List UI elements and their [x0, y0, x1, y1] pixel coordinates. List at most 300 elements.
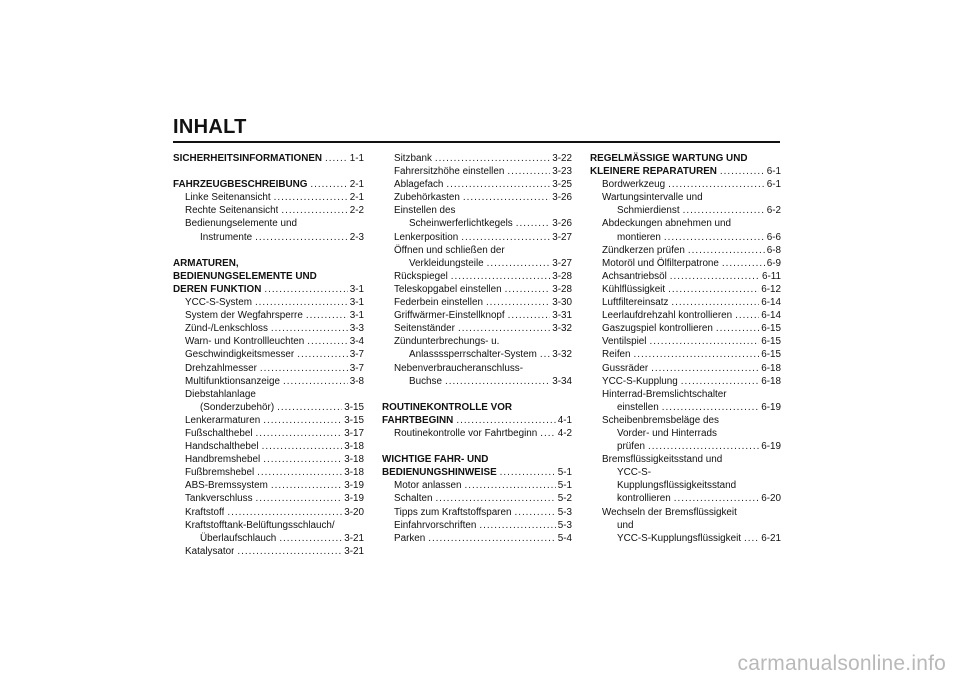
toc-entry-title: Fußbremshebel: [185, 467, 255, 479]
toc-page-number: 6-19: [761, 441, 781, 453]
dot-leader: [271, 322, 348, 335]
toc-entry-title: Geschwindigkeitsmesser: [185, 349, 295, 361]
dot-leader: [451, 270, 550, 283]
dot-leader: [668, 283, 759, 296]
toc-entry-title: ABS-Bremssystem: [185, 480, 268, 492]
toc-entry-title: einstellen: [617, 401, 659, 413]
dot-leader: [688, 244, 765, 257]
toc-page-number: 3-23: [552, 166, 572, 178]
toc-entry-title: Handbremshebel: [185, 454, 261, 466]
toc-entry-title: REGELMÄSSIGE WARTUNG UND: [590, 153, 748, 164]
toc-entry: [590, 362, 781, 375]
toc-entry: [382, 231, 572, 244]
toc-entry-title: Zünd-/Lenkschloss: [185, 323, 268, 335]
toc-page-number: 6-15: [761, 323, 781, 335]
toc-page-number: 3-1: [349, 310, 364, 322]
dot-leader: [456, 414, 555, 427]
toc-section-heading: [382, 414, 572, 427]
toc-entry: [590, 270, 781, 283]
dot-leader: [264, 283, 347, 296]
toc-page-number: 6-21: [761, 532, 781, 544]
toc-entry-title: Warn- und Kontrollleuchten: [185, 336, 305, 348]
toc-page-number: 3-26: [552, 192, 572, 204]
toc-page-number: 6-19: [761, 401, 781, 413]
toc-entry: [173, 335, 364, 348]
toc-entry: [173, 296, 364, 309]
toc-section-heading: [590, 152, 781, 165]
toc-entry: [590, 492, 781, 505]
dot-leader: [307, 335, 347, 348]
toc-entry-title: Wechseln der Bremsflüssigkeit: [602, 506, 737, 518]
toc-entry-title: SICHERHEITSINFORMATIONEN: [173, 153, 323, 164]
dot-leader: [428, 532, 555, 545]
toc-page-number: 3-18: [344, 467, 364, 479]
toc-page-number: 3-31: [552, 310, 572, 322]
toc-page-number: 3-28: [552, 270, 572, 282]
dot-leader: [681, 375, 759, 388]
dot-leader: [435, 492, 555, 505]
toc-entry: [173, 375, 364, 388]
toc-entry-title: Parken: [394, 532, 426, 544]
toc-entry-title: Leerlaufdrehzahl kontrollieren: [602, 310, 733, 322]
dot-leader: [479, 519, 555, 532]
dot-leader: [281, 204, 347, 217]
dot-leader: [271, 479, 342, 492]
dot-leader: [500, 466, 556, 479]
dot-leader: [283, 375, 348, 388]
toc-entry-title: Seitenständer: [394, 323, 455, 335]
toc-page-number: 4-1: [557, 414, 572, 426]
dot-leader: [487, 257, 551, 270]
toc-spacer: [382, 388, 572, 401]
toc-entry-title: YCC-S-: [617, 467, 652, 479]
dot-leader: [671, 296, 759, 309]
toc-spacer: [173, 244, 364, 257]
toc-page-number: 6-6: [766, 231, 781, 243]
toc-entry-title: Bordwerkzeug: [602, 179, 666, 191]
toc-entry: [173, 348, 364, 361]
toc-entry: [382, 165, 572, 178]
toc-entry: [173, 532, 364, 545]
toc-entry-title: BEDIENUNGSELEMENTE UND: [173, 270, 317, 282]
toc-entry-title: Linke Seitenansicht: [185, 192, 271, 204]
dot-leader: [508, 309, 551, 322]
toc-page-number: 3-25: [552, 179, 572, 191]
toc-entry: [382, 492, 572, 505]
toc-entry: [590, 479, 781, 492]
toc-entry-title: Gussräder: [602, 362, 649, 374]
toc-column-3: [590, 152, 781, 545]
toc-entry: [382, 270, 572, 283]
toc-page-number: 3-22: [552, 153, 572, 164]
toc-entry-title: Diebstahlanlage: [185, 388, 256, 400]
toc-spacer: [173, 165, 364, 178]
toc-entry-title: Luftfiltereinsatz: [602, 297, 669, 309]
toc-entry: [382, 309, 572, 322]
dot-leader: [306, 309, 348, 322]
toc-entry-title: Öffnen und schließen der: [394, 244, 505, 256]
toc-entry: [382, 322, 572, 335]
dot-leader: [279, 532, 342, 545]
toc-page-number: 3-27: [552, 257, 572, 269]
toc-entry-title: Reifen: [602, 349, 631, 361]
toc-page-number: 3-28: [552, 283, 572, 295]
toc-page-number: 3-17: [344, 427, 364, 439]
toc-entry: [173, 217, 364, 230]
toc-entry-title: YCC-S-Kupplungsflüssigkeit: [617, 532, 742, 544]
dot-leader: [446, 178, 550, 191]
toc-entry-title: Kraftstoff: [185, 506, 225, 518]
toc-entry-title: und: [617, 519, 634, 531]
dot-leader: [461, 231, 550, 244]
toc-entry-title: Ventilspiel: [602, 336, 647, 348]
dot-leader: [722, 257, 765, 270]
toc-page-number: 3-4: [349, 336, 364, 348]
toc-entry-title: Vorder- und Hinterrads: [617, 427, 717, 439]
toc-entry-title: Katalysator: [185, 545, 235, 557]
toc-entry: [173, 362, 364, 375]
toc-entry: [382, 375, 572, 388]
toc-entry-title: Federbein einstellen: [394, 297, 483, 309]
dot-leader: [227, 506, 342, 519]
toc-entry: [173, 191, 364, 204]
toc-entry: [173, 440, 364, 453]
toc-entry-title: Schmierdienst: [617, 205, 680, 217]
toc-entry: [173, 388, 364, 401]
toc-entry-title: Scheinwerferlichtkegels: [409, 218, 513, 230]
toc-entry: [382, 283, 572, 296]
toc-page-number: 3-27: [552, 231, 572, 243]
toc-entry-title: Rechte Seitenansicht: [185, 205, 279, 217]
toc-section-heading: [173, 283, 364, 296]
toc-entry: [382, 335, 572, 348]
toc-entry: [590, 388, 781, 401]
toc-section-heading: [382, 401, 572, 414]
dot-leader: [649, 335, 759, 348]
dot-leader: [668, 178, 765, 191]
toc-page-number: 2-1: [349, 192, 364, 204]
dot-leader: [297, 348, 348, 361]
toc-entry: [382, 178, 572, 191]
dot-leader: [720, 165, 765, 178]
toc-page-number: 3-15: [344, 414, 364, 426]
dot-leader: [256, 427, 343, 440]
toc-entry-title: Tipps zum Kraftstoffsparen: [394, 506, 512, 518]
toc-entry: [590, 440, 781, 453]
toc-entry-title: Lenkerposition: [394, 231, 459, 243]
toc-page-number: 6-9: [766, 257, 781, 269]
toc-page-number: 3-18: [344, 454, 364, 466]
toc-page-number: 6-11: [761, 270, 781, 282]
toc-entry: [382, 257, 572, 270]
toc-entry-title: Drehzahlmesser: [185, 362, 257, 374]
toc-entry-title: Ablagefach: [394, 179, 444, 191]
dot-leader: [257, 466, 342, 479]
toc-page-number: 3-8: [349, 375, 364, 387]
toc-entry: [382, 204, 572, 217]
toc-page-number: 5-1: [557, 467, 572, 479]
page-title: INHALT: [173, 116, 247, 138]
toc-page-number: 3-32: [552, 349, 572, 361]
toc-entry: [590, 178, 781, 191]
dot-leader: [445, 375, 550, 388]
toc-entry-title: Einstellen des: [394, 205, 456, 217]
toc-entry-title: Wartungsintervalle und: [602, 192, 703, 204]
title-rule: [173, 141, 780, 143]
toc-entry: [382, 191, 572, 204]
toc-page-number: 1-1: [349, 153, 364, 164]
toc-entry: [173, 231, 364, 244]
toc-page-number: 6-14: [761, 310, 781, 322]
toc-entry-title: FAHRTBEGINN: [382, 414, 454, 426]
dot-leader: [263, 414, 342, 427]
toc-entry-title: Lenkerarmaturen: [185, 414, 261, 426]
toc-entry-title: Zubehörkasten: [394, 192, 460, 204]
dot-leader: [683, 204, 765, 217]
toc-entry-title: prüfen: [617, 441, 646, 453]
dot-leader: [277, 401, 342, 414]
dot-leader: [458, 322, 550, 335]
toc-entry: [590, 217, 781, 230]
toc-entry-title: WICHTIGE FAHR- UND: [382, 454, 489, 466]
toc-entry: [382, 506, 572, 519]
dot-leader: [465, 479, 556, 492]
dot-leader: [662, 401, 760, 414]
toc-page-number: 6-15: [761, 336, 781, 348]
toc-entry-title: Buchse: [409, 375, 442, 387]
toc-page-number: 5-1: [557, 480, 572, 492]
dot-leader: [664, 231, 765, 244]
toc-page-number: 3-34: [552, 375, 572, 387]
toc-page-number: 3-20: [344, 506, 364, 518]
toc-entry-title: Kühlflüssigkeit: [602, 283, 666, 295]
toc-entry-title: YCC-S-System: [185, 297, 252, 309]
toc-entry-title: Teleskopgabel einstellen: [394, 283, 502, 295]
toc-entry-title: Kraftstofftank-Belüftungsschlauch/: [185, 519, 335, 531]
dot-leader: [463, 191, 550, 204]
dot-leader: [486, 296, 550, 309]
toc-entry: [590, 231, 781, 244]
toc-section-heading: [382, 466, 572, 479]
dot-leader: [651, 362, 759, 375]
dot-leader: [255, 231, 348, 244]
toc-page-number: 6-14: [761, 297, 781, 309]
dot-leader: [735, 309, 759, 322]
toc-entry-title: Schalten: [394, 493, 433, 505]
toc-entry: [173, 545, 364, 558]
toc-entry: [590, 427, 781, 440]
dot-leader: [274, 191, 348, 204]
toc-page-number: 6-12: [761, 283, 781, 295]
toc-entry: [382, 348, 572, 361]
toc-page-number: 6-2: [766, 205, 781, 217]
toc-entry-title: kontrollieren: [617, 493, 671, 505]
toc-entry: [590, 257, 781, 270]
toc-entry-title: Zündunterbrechungs- u.: [394, 336, 500, 348]
toc-entry: [173, 466, 364, 479]
toc-entry: [173, 322, 364, 335]
toc-entry: [590, 532, 781, 545]
dot-leader: [325, 152, 348, 165]
toc-entry-title: Instrumente: [200, 231, 253, 243]
toc-entry-title: Sitzbank: [394, 153, 432, 164]
dot-leader: [540, 348, 550, 361]
toc-entry-title: Nebenverbraucheranschluss-: [394, 362, 523, 374]
dot-leader: [514, 506, 555, 519]
toc-entry-title: FAHRZEUGBESCHREIBUNG: [173, 179, 308, 191]
toc-entry: [173, 519, 364, 532]
toc-entry: [590, 466, 781, 479]
toc-entry-title: Tankverschluss: [185, 493, 253, 505]
toc-page-number: 3-1: [349, 297, 364, 309]
toc-page-number: 4-2: [557, 427, 572, 439]
dot-leader: [255, 296, 348, 309]
toc-entry: [590, 453, 781, 466]
toc-entry: [590, 519, 781, 532]
toc-entry-title: Gaszugspiel kontrollieren: [602, 323, 713, 335]
toc-section-heading: [173, 257, 364, 270]
toc-entry-title: Routinekontrolle vor Fahrtbeginn: [394, 427, 538, 439]
toc-entry: [382, 152, 572, 165]
toc-column-2: [382, 152, 572, 545]
toc-page-number: 3-30: [552, 297, 572, 309]
dot-leader: [256, 492, 343, 505]
toc-entry: [382, 427, 572, 440]
watermark: carmanualsonline.info: [737, 652, 946, 675]
toc-entry: [382, 296, 572, 309]
toc-page-number: 2-3: [349, 231, 364, 243]
toc-spacer: [382, 440, 572, 453]
toc-entry: [590, 322, 781, 335]
dot-leader: [648, 440, 759, 453]
toc-entry: [590, 296, 781, 309]
toc-page-number: 3-18: [344, 441, 364, 453]
toc-entry: [382, 532, 572, 545]
toc-entry-title: Bedienungselemente und: [185, 218, 298, 230]
toc-page-number: 3-7: [349, 349, 364, 361]
toc-page-number: 6-18: [761, 375, 781, 387]
dot-leader: [262, 440, 343, 453]
toc-entry: [173, 309, 364, 322]
toc-entry-title: BEDIENUNGSHINWEISE: [382, 467, 497, 479]
toc-page-number: 3-21: [344, 532, 364, 544]
toc-entry: [382, 217, 572, 230]
dot-leader: [716, 322, 759, 335]
toc-entry-title: DEREN FUNKTION: [173, 283, 262, 295]
toc-entry: [382, 479, 572, 492]
toc-page-number: 3-19: [344, 480, 364, 492]
toc-entry: [382, 362, 572, 375]
toc-entry-title: System der Wegfahrsperre: [185, 310, 303, 322]
dot-leader: [505, 283, 551, 296]
toc-entry-title: Kupplungsflüssigkeitsstand: [617, 480, 737, 492]
dot-leader: [670, 270, 760, 283]
dot-leader: [435, 152, 550, 165]
toc-page-number: 3-26: [552, 218, 572, 230]
toc-page-number: 6-1: [766, 179, 781, 191]
toc-entry: [590, 348, 781, 361]
toc-page-number: 3-1: [349, 283, 364, 295]
toc-entry: [173, 204, 364, 217]
toc-section-heading: [173, 178, 364, 191]
toc-entry-title: Anlassssperrschalter-System: [409, 349, 537, 361]
toc-entry: [173, 453, 364, 466]
toc-page-number: 5-4: [557, 532, 572, 544]
toc-entry: [173, 492, 364, 505]
dot-leader: [516, 217, 550, 230]
dot-leader: [237, 545, 342, 558]
toc-section-heading: [590, 165, 781, 178]
dot-leader: [540, 427, 555, 440]
toc-entry-title: Zündkerzen prüfen: [602, 244, 685, 256]
toc-entry-title: Fahrersitzhöhe einstellen: [394, 166, 505, 178]
toc-entry-title: Einfahrvorschriften: [394, 519, 477, 531]
toc-page-number: 5-3: [557, 506, 572, 518]
toc-page-number: 3-21: [344, 545, 364, 557]
dot-leader: [634, 348, 760, 361]
toc-entry: [382, 519, 572, 532]
toc-entry-title: Abdeckungen abnehmen und: [602, 218, 732, 230]
toc-page-number: 5-2: [557, 493, 572, 505]
dot-leader: [507, 165, 550, 178]
toc-page-number: 3-19: [344, 493, 364, 505]
toc-entry-title: KLEINERE REPARATUREN: [590, 166, 717, 178]
toc-page-number: 3-15: [344, 401, 364, 413]
toc-entry-title: Motor anlassen: [394, 480, 462, 492]
toc-entry-title: montieren: [617, 231, 661, 243]
dot-leader: [744, 532, 759, 545]
toc-entry-title: Multifunktionsanzeige: [185, 375, 280, 387]
toc-section-heading: [382, 453, 572, 466]
toc-entry-title: Überlaufschlauch: [200, 532, 277, 544]
toc-entry: [173, 506, 364, 519]
toc-section-heading: [173, 152, 364, 165]
toc-entry-title: Verkleidungsteile: [409, 257, 484, 269]
toc-entry: [590, 414, 781, 427]
toc-page-number: 3-3: [349, 323, 364, 335]
toc-entry: [590, 244, 781, 257]
toc-entry: [173, 401, 364, 414]
toc-entry-title: Griffwärmer-Einstellknopf: [394, 310, 505, 322]
toc-entry-title: Rückspiegel: [394, 270, 448, 282]
toc-entry: [590, 375, 781, 388]
toc-entry: [590, 191, 781, 204]
toc-entry-title: ROUTINEKONTROLLE VOR: [382, 401, 513, 413]
toc-entry-title: Achsantriebsöl: [602, 270, 667, 282]
toc-page-number: 2-2: [349, 205, 364, 217]
toc-page-number: 2-1: [349, 179, 364, 191]
toc-page-number: 3-7: [349, 362, 364, 374]
toc-section-heading: [173, 270, 364, 283]
toc-page-number: 6-18: [761, 362, 781, 374]
toc-entry: [590, 335, 781, 348]
toc-entry: [173, 427, 364, 440]
toc-entry: [590, 401, 781, 414]
toc-entry-title: Fußschalthebel: [185, 427, 253, 439]
toc-column-1: [173, 152, 364, 558]
toc-entry: [173, 414, 364, 427]
toc-entry-title: ARMATUREN,: [173, 257, 239, 269]
toc-page-number: 3-32: [552, 323, 572, 335]
toc-entry: [382, 244, 572, 257]
toc-entry-title: YCC-S-Kupplung: [602, 375, 678, 387]
dot-leader: [260, 362, 348, 375]
toc-page-number: 6-8: [766, 244, 781, 256]
toc-page-number: 6-15: [761, 349, 781, 361]
toc-entry-title: Motoröl und Ölfilterpatrone: [602, 257, 719, 269]
dot-leader: [674, 492, 759, 505]
toc-entry-title: Handschalthebel: [185, 441, 259, 453]
